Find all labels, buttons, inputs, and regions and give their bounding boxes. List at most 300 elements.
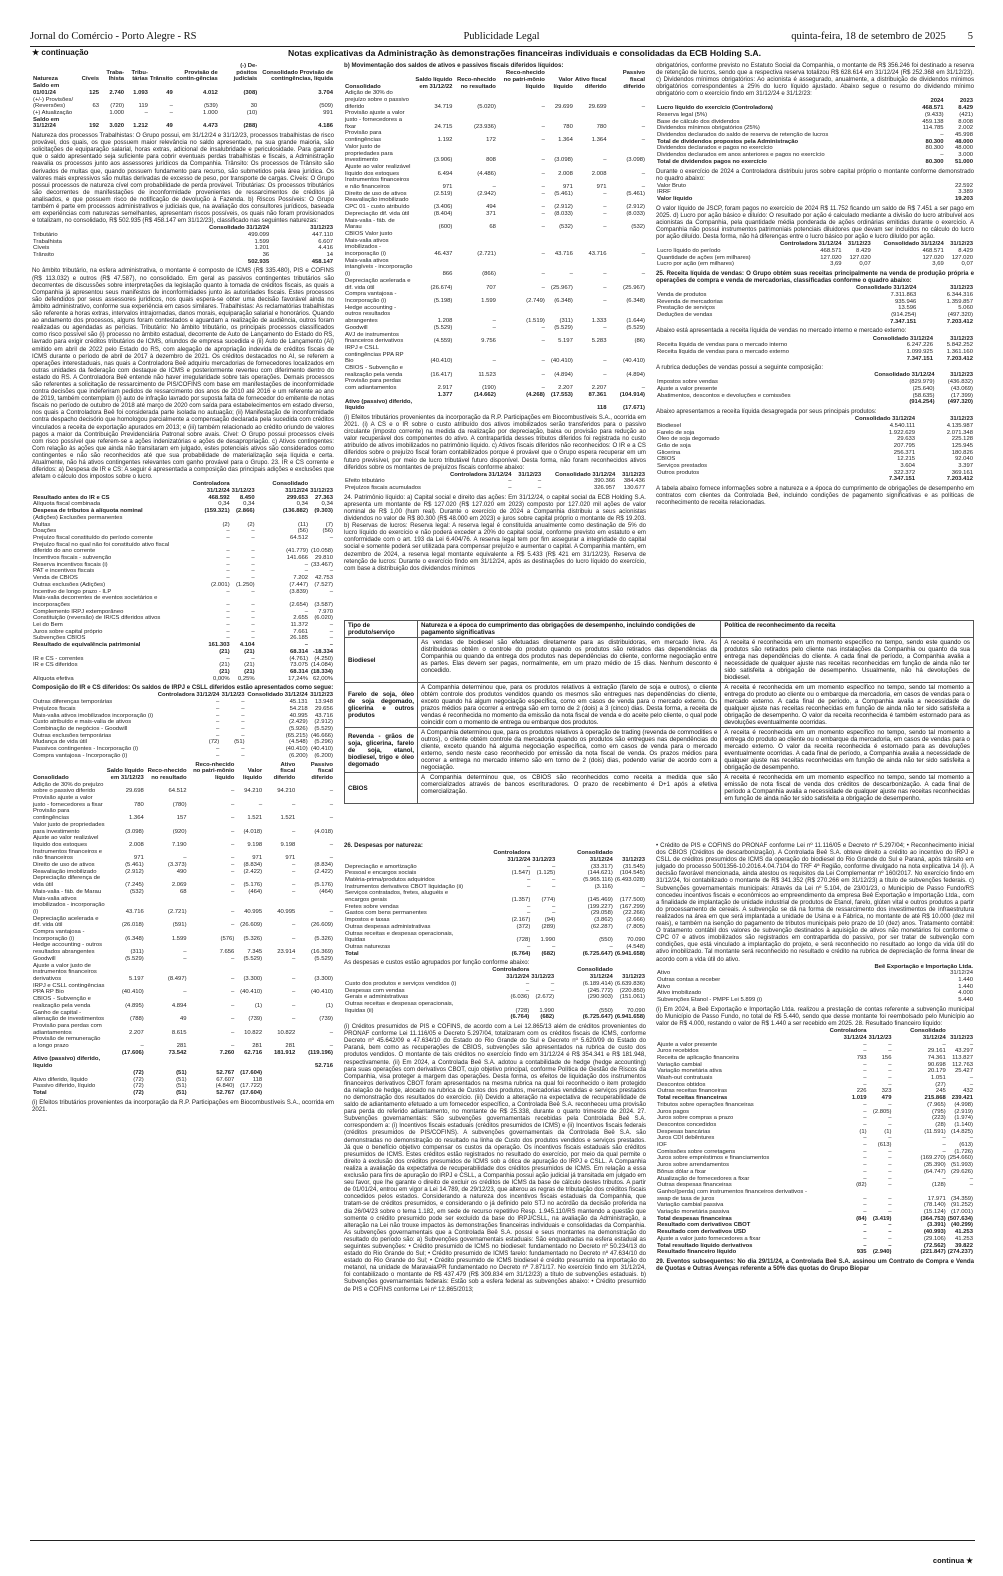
table-cell: (78.140) xyxy=(923,1202,946,1209)
col2-title: b) Movimentação dos saldos de ativos e passivos fiscais diferidos líquidos: xyxy=(344,62,564,69)
row-label: Efeito tributário xyxy=(345,478,385,485)
table-row xyxy=(344,877,646,884)
table-cell: (550) xyxy=(599,1007,613,1014)
continuation-label: ★ continuação xyxy=(32,48,89,57)
column-header: Consolidado 31/12/24 xyxy=(555,471,616,478)
table-cell: – xyxy=(231,1043,235,1050)
row-label: Outras despesas administrativas xyxy=(345,923,431,930)
table-cell: (169.270) xyxy=(920,1155,946,1162)
table-cell: (128) xyxy=(932,1182,946,1189)
table-cell: – xyxy=(527,863,531,870)
table-row xyxy=(32,110,334,117)
table-row xyxy=(32,1070,334,1077)
table-cell: – xyxy=(863,1075,867,1082)
column-header: Consolidado 31/12/24 xyxy=(577,850,613,863)
deferred-tax-table xyxy=(32,692,334,759)
table-cell: (58.635) xyxy=(912,392,935,399)
table-row xyxy=(656,1209,974,1216)
table-cell: 119 xyxy=(138,103,148,110)
table-row xyxy=(656,1236,974,1243)
table-cell: (33.317) xyxy=(590,863,613,870)
table-cell: – xyxy=(969,1081,973,1088)
table-cell: (3.391) xyxy=(927,1222,946,1229)
expenses-by-nature-table xyxy=(344,850,646,957)
column-header: 31/12/23 xyxy=(221,692,245,699)
table-cell: – xyxy=(888,1068,892,1075)
table-row xyxy=(656,248,974,255)
row-label: Outras receitas e despesas operacionais, líquidas xyxy=(345,930,454,944)
table-cell: (33.467) xyxy=(311,561,333,568)
table-cell: – xyxy=(603,284,607,291)
table-cell: – xyxy=(863,1195,867,1202)
table-cell xyxy=(414,231,454,238)
table-cell xyxy=(414,197,454,204)
product-type: CBIOS xyxy=(345,773,418,804)
column-header xyxy=(344,967,470,980)
table-cell: 793 xyxy=(856,1054,867,1061)
table-cell: – xyxy=(329,588,333,595)
table-cell: – xyxy=(551,876,556,883)
table-cell xyxy=(546,399,574,412)
performance-obligation: A Companhia determinou que, os CBIOS são reconhecidos como receita a medida que são comercializados através de bancos escrituradores. O prazo de recebimento é D+1 após a efetiva comercialização. xyxy=(418,773,721,804)
recognition-policy: A receita é reconhecida em um momento específico no tempo, sendo tal momento a entrega do produto ao cliente ou o embarque da mercadoria, em casos de vendas para o mercado externo. O valor da receita reconhecida é estornado para as devoluções eventualmente ocorridas. A cada final de período, a Companhia avalia a necessidade de qualquer ajuste nas receitas reconhecidas em função de ainda não ter sido satisfeita a obrigação de desempenho. xyxy=(721,728,974,773)
recognition-policy: A receita é reconhecida em um momento específico no tempo, sendo este quando os produtos são retirados pelo cliente nas instalações da Companhia ou quanto da sua entrega nas dependências do cliente. A cada final de período, a Companhia avalia a necessidade de qualquer ajuste nas receitas reconhecidas em função de ainda não ter sido satisfeita a obrigação de desempenho. Usualmente, não há devoluções de biodiesel. xyxy=(721,638,974,683)
table-row xyxy=(656,456,974,463)
table-cell: 52.767 xyxy=(216,1089,235,1096)
table-cell: (364.753) xyxy=(920,1215,946,1222)
municipal-grant-table xyxy=(656,964,974,1004)
row-label: Matéria-prima/produtos adquiridos xyxy=(345,876,435,883)
table-cell: – xyxy=(226,615,230,622)
table-cell: (613) xyxy=(959,1142,973,1149)
table-cell: – xyxy=(863,1202,867,1209)
table-cell: 29.699 xyxy=(588,103,607,110)
table-cell: 502.935 xyxy=(247,258,270,265)
table-cell: 8.429 xyxy=(958,105,973,112)
table-cell: (62.287) xyxy=(590,923,613,930)
table-cell: 10.822 xyxy=(277,1029,296,1036)
table-cell: (1.250) xyxy=(235,581,255,588)
column-header: Política de reconhecimento da receita xyxy=(721,621,974,638)
row-label: Wash-out contratuais xyxy=(657,1075,713,1082)
table-cell: – xyxy=(863,1108,867,1115)
row-label: Multas xyxy=(33,521,51,528)
table-cell: 8.615 xyxy=(171,1029,187,1036)
data-table xyxy=(656,241,974,268)
table-cell: – xyxy=(183,955,187,962)
table-cell: 62,00% xyxy=(313,675,333,682)
table-cell: – xyxy=(226,608,230,615)
table-cell: (7.965) xyxy=(927,1101,946,1108)
row-label: Provisão para contingências xyxy=(345,130,382,144)
expenses-by-function-table xyxy=(344,967,646,1021)
table-cell: 1.192 xyxy=(437,137,453,144)
table-cell: (2) xyxy=(222,521,230,528)
table-cell: (23.936) xyxy=(473,123,496,130)
row-label xyxy=(344,392,414,399)
column-header: 31/12/23 xyxy=(868,1034,892,1041)
column-header: 31/12/23 xyxy=(518,471,542,478)
table-cell: (151.061) xyxy=(619,994,645,1001)
table-cell: – xyxy=(641,137,645,144)
column-2-top xyxy=(344,62,646,618)
row-label: CPC 01 - custo atribuído xyxy=(345,204,410,211)
table-cell: 4.186 xyxy=(318,123,333,130)
row-label: Ativo xyxy=(657,970,671,977)
table-cell: 971 xyxy=(563,184,573,191)
row-label: Alíquota efetiva xyxy=(33,675,74,682)
row-label: Valor Bruto xyxy=(657,182,687,189)
data-table xyxy=(344,70,646,412)
table-cell: (532) xyxy=(559,224,573,231)
table-cell: 4.540.111 xyxy=(889,422,916,429)
row-label: Provisão ajuste a valor justo - fornecedores a fixar xyxy=(345,110,405,130)
table-cell: 1.093 xyxy=(133,89,148,96)
row-label: Reserva incentivos fiscais (i) xyxy=(33,561,108,568)
table-cell: – xyxy=(863,1135,867,1142)
table-cell: – xyxy=(551,903,556,910)
table-row xyxy=(32,252,334,259)
row-label: Total de dividendos propostos pela Administração xyxy=(657,138,799,145)
table-cell: 4.473 xyxy=(203,123,218,130)
table-cell: (4.548) xyxy=(289,739,308,746)
table-cell: (11.591) xyxy=(924,1128,946,1135)
table-row xyxy=(32,889,334,896)
table-cell: – xyxy=(541,324,545,331)
row-label: Abatimentos, descontos e devoluções e comissões xyxy=(657,392,791,399)
unrecognized-tax-table xyxy=(344,472,646,492)
column-header: Natureza e a época do cumprimento das obrigações de desempenho, incluindo condições de pagamento significativas xyxy=(418,621,721,638)
row-label: Venda de produtos xyxy=(657,291,707,298)
table-cell: (21) xyxy=(244,648,255,655)
table-row xyxy=(32,726,334,733)
table-cell: – xyxy=(304,561,309,568)
table-cell: 112.763 xyxy=(952,1061,973,1068)
table-cell: (2) xyxy=(247,521,255,528)
table-cell: – xyxy=(226,655,230,662)
table-cell: 30 xyxy=(250,103,258,110)
table-cell: (144.621) xyxy=(587,870,613,877)
row-label: Provisão de remuneração a longo prazo xyxy=(33,1036,101,1050)
table-cell: 3.704 xyxy=(318,89,333,96)
table-cell: (576) xyxy=(220,935,235,942)
col3-text-5: Abaixo está apresentada a receita líquida de vendas no mercado interno e mercado externo: xyxy=(656,327,907,335)
table-row xyxy=(32,232,334,239)
table-cell: 13.948 xyxy=(314,699,333,706)
row-label: Custo dos produtos e serviços vendidos (i) xyxy=(345,980,457,987)
row-label: Ativo (passivo) diferido, líquido xyxy=(345,398,413,412)
table-row xyxy=(656,1202,974,1209)
table-cell: 8.429 xyxy=(856,247,871,254)
table-cell: (26.018) xyxy=(121,922,144,929)
row-label: AVJ de instrumentos financeiros derivativos xyxy=(345,331,404,345)
table-cell: 80.300 xyxy=(925,145,944,152)
row-label: Provisão para perdas com adiantamentos xyxy=(33,1022,102,1036)
column-header: 2024 xyxy=(930,98,944,105)
row-label: Combinação de negócios - Goodwill xyxy=(33,725,128,732)
table-cell: – xyxy=(231,888,235,895)
table-cell: 1.212 xyxy=(133,123,148,130)
table-cell: 70.090 xyxy=(626,937,645,944)
data-table xyxy=(656,964,974,1004)
table-row xyxy=(656,112,974,119)
row-label: Incentivos fiscais - subvenção xyxy=(33,555,112,562)
table-cell: 4.894 xyxy=(171,1002,187,1009)
table-row xyxy=(32,575,334,582)
table-cell: – xyxy=(329,642,333,649)
table-cell: (254.660) xyxy=(947,1155,973,1162)
table-cell: (4.018) xyxy=(243,828,263,835)
table-cell: 6.607 xyxy=(318,238,333,245)
table-cell: (311) xyxy=(130,949,144,956)
table-cell: 2.917 xyxy=(437,385,453,392)
table-cell: – xyxy=(291,922,296,929)
table-cell: 239.421 xyxy=(951,1095,973,1102)
table-cell: – xyxy=(527,910,531,917)
table-cell: 971 xyxy=(133,855,144,862)
table-cell: (5.176) xyxy=(243,882,263,889)
table-cell: – xyxy=(551,883,556,890)
table-cell: – xyxy=(231,908,235,915)
data-table xyxy=(344,850,646,957)
table-cell xyxy=(263,1083,296,1090)
table-row xyxy=(32,542,334,555)
table-cell: (774) xyxy=(541,897,556,904)
table-cell: 14 xyxy=(326,252,333,259)
table-row xyxy=(32,662,334,669)
table-cell: – xyxy=(942,1175,946,1182)
column-header: Controladora 31/12/24 xyxy=(493,850,531,863)
table-row xyxy=(656,1122,974,1129)
row-label: Outras contas a receber xyxy=(657,977,721,983)
table-cell: 3.020 xyxy=(109,123,125,130)
row-label: Prestação de serviços xyxy=(657,305,715,312)
table-cell: (245.772) xyxy=(587,987,613,994)
table-cell: (17.671) xyxy=(623,405,645,412)
table-cell: 74.361 xyxy=(927,1054,946,1061)
row-label: Outros produtos xyxy=(657,469,700,476)
table-cell: (31.545) xyxy=(623,863,645,870)
table-cell: – xyxy=(969,1182,973,1189)
table-cell: – xyxy=(508,485,512,492)
row-label: Valor justo de propriedades para investimento xyxy=(33,821,105,835)
table-cell: 70.090 xyxy=(626,1007,645,1014)
table-cell: 1.440 xyxy=(958,977,973,983)
table-cell: – xyxy=(888,1061,892,1068)
table-row xyxy=(656,990,974,997)
table-cell: (21) xyxy=(219,662,230,669)
table-cell: – xyxy=(183,855,187,862)
table-cell: (119.196) xyxy=(308,1049,333,1056)
table-cell: 80.300 xyxy=(925,138,944,145)
table-cell: – xyxy=(888,1242,892,1249)
table-cell: – xyxy=(603,271,607,278)
table-cell: (5.461) xyxy=(626,190,645,197)
table-row xyxy=(32,562,334,569)
table-row xyxy=(344,951,646,958)
table-cell: 51.000 xyxy=(954,158,973,165)
table-cell: (829.979) xyxy=(909,379,935,386)
table-cell: (3.906) xyxy=(433,157,453,164)
table-cell: (9.303) xyxy=(314,508,333,515)
table-row xyxy=(656,196,974,203)
table-row xyxy=(344,910,646,917)
table-cell: 39.822 xyxy=(954,1242,973,1249)
table-cell: 7.347.151 xyxy=(906,355,933,362)
table-cell: (914.254) xyxy=(891,312,917,319)
table-cell: 49 xyxy=(166,89,173,96)
table-cell: (1) xyxy=(884,1128,892,1135)
table-cell: 11.372 xyxy=(290,622,309,629)
row-label: Impostos sobre vendas xyxy=(657,379,718,386)
table-cell: (40.410) xyxy=(311,746,333,753)
table-cell: 479 xyxy=(881,1095,892,1102)
row-label: Constituição (reversão) de IR/CS diferidos ativos xyxy=(33,615,161,622)
row-label: Atualização de fornecedores a fixar xyxy=(657,1175,750,1182)
table-row xyxy=(656,1048,974,1055)
table-cell: (6.348) xyxy=(554,298,573,304)
revenue-market-table xyxy=(656,336,974,363)
table-cell: – xyxy=(863,1155,867,1162)
table-cell: 9.756 xyxy=(481,338,496,345)
table-cell: 29.699 xyxy=(554,103,573,110)
table-cell: – xyxy=(329,815,333,822)
table-cell: – xyxy=(183,989,187,996)
column-header xyxy=(656,964,820,971)
column-header: 31/12/23 xyxy=(950,285,973,292)
table-row xyxy=(656,1149,974,1156)
table-cell: (22.266) xyxy=(623,910,645,917)
table-cell: 2.207 xyxy=(129,1029,144,1036)
row-label xyxy=(656,319,792,326)
table-cell: (14.662) xyxy=(473,391,496,398)
table-cell: – xyxy=(329,635,333,642)
row-label: Depreciação diferença de vida útil xyxy=(33,875,101,889)
table-cell: 2.740 xyxy=(109,89,125,96)
row-label: Passivos contingentes - Incorporação (i) xyxy=(33,746,139,753)
column-header: Consolidado 31/12/24 xyxy=(883,241,944,248)
table-cell: 29.161 xyxy=(927,1048,946,1055)
table-cell: 780 xyxy=(596,123,607,130)
table-cell: – xyxy=(231,828,235,835)
row-label: Total de dividendos pagos no exercício xyxy=(657,158,767,165)
row-label: Juros pagos xyxy=(657,1108,690,1115)
table-header-row xyxy=(344,472,646,479)
table-cell: – xyxy=(863,1222,867,1229)
row-label: Hedge accounting - outros resultados abrangentes xyxy=(33,942,103,956)
table-cell: 125 xyxy=(89,89,100,96)
table-cell: – xyxy=(888,1048,892,1055)
table-cell: (26.609) xyxy=(311,922,333,929)
table-cell: – xyxy=(541,271,545,278)
row-label: Provisão ajuste a valor justo - fornecedores a fixar xyxy=(33,795,103,808)
row-label: Compra vantajosa - Incorporação (i) xyxy=(345,291,397,304)
table-cell: 29.810 xyxy=(314,555,333,562)
table-cell: – xyxy=(291,868,296,875)
table-cell: (739) xyxy=(319,1016,333,1023)
table-cell: (56) xyxy=(297,528,309,535)
table-header-row xyxy=(656,98,974,105)
table-row xyxy=(32,862,334,869)
table-cell: 156 xyxy=(881,1054,892,1061)
row-label: (+/-) Provisões/ (Reversões) xyxy=(33,96,74,110)
table-row xyxy=(656,997,974,1004)
table-cell: 3.397 xyxy=(958,463,973,470)
table-cell: 68 xyxy=(180,888,187,895)
table-row xyxy=(32,245,334,252)
table-cell: – xyxy=(231,841,235,848)
table-cell xyxy=(296,1070,334,1077)
table-cell: – xyxy=(144,109,148,116)
table-cell: – xyxy=(329,788,333,795)
table-cell: – xyxy=(226,635,230,642)
table-cell: – xyxy=(888,1135,892,1142)
table-cell: 192 xyxy=(89,123,100,130)
col1-text-3: Composição do IR e CS diferidos: Os saldos de IRPJ e CSLL diferidos estão apresentados como segue: xyxy=(32,684,334,692)
row-label: Prejuízo fiscal no qual não foi constituído ativo fiscal diferido do ano corrente xyxy=(33,541,170,555)
data-table xyxy=(656,1028,974,1256)
column-header: Beê Exportação e Importação Ltda. xyxy=(874,963,973,970)
table-cell: 29.633 xyxy=(897,436,916,443)
table-row xyxy=(344,392,646,399)
row-label: Reserva legal (5%) xyxy=(657,111,708,118)
column-header: Trânsito xyxy=(149,76,173,83)
table-cell: – xyxy=(888,1041,892,1048)
row-label: Trabalhista xyxy=(33,238,62,245)
table-cell: – xyxy=(251,548,255,555)
column-header: 31/12/23 xyxy=(950,372,973,379)
table-cell: (6.189.414) xyxy=(582,980,613,987)
column-header: 2023 xyxy=(959,98,973,105)
row-label: Reavaliação imobilizado xyxy=(33,868,97,875)
table-row xyxy=(656,1109,974,1116)
table-cell: (5.529) xyxy=(433,324,453,331)
row-label: Doações xyxy=(33,528,57,535)
table-cell: – xyxy=(641,170,645,177)
table-cell: – xyxy=(226,588,230,595)
column-header xyxy=(32,225,111,232)
table-row xyxy=(344,1014,646,1021)
table-cell: (2.919) xyxy=(954,1108,973,1115)
table-cell: – xyxy=(329,801,333,808)
column-header: 31/12/23 xyxy=(532,856,556,863)
table-row xyxy=(32,713,334,720)
table-cell: 1.377 xyxy=(437,391,453,398)
table-row xyxy=(656,970,974,977)
table-cell: – xyxy=(304,608,309,615)
table-cell: (104.914) xyxy=(619,391,645,398)
table-cell: (5.296) xyxy=(314,739,333,746)
table-cell: 1.359.857 xyxy=(946,298,973,305)
table-cell: (72) xyxy=(133,1089,144,1096)
table-cell: 371 xyxy=(486,210,496,217)
row-label: Glicerina xyxy=(657,449,681,456)
table-cell: (728) xyxy=(515,1007,530,1014)
column-header: Reco-nhecido no resultado xyxy=(147,768,187,781)
table-cell: – xyxy=(888,1155,892,1162)
table-cell: – xyxy=(863,1229,867,1236)
table-cell: (8.834) xyxy=(314,862,333,869)
table-cell: 36 xyxy=(262,252,270,259)
col1-text-2: No âmbito tributário, na esfera administrativa, o montante é composto de ICMS (R$ 335.480), PIS e COFINS (R$ 113.032) e outros (R$ 47.587), no consolidado. Em geral as passivos contingentes tributários são decorrentes de discussões sobre interpretações da legislação quanto à tomada de créditos fiscais, as quais a Companhia já apresentou seus manifestos de inconformidades junto às autoridades fiscais. Estes processos são defendidos por seus assessores jurídicos, nos quais espera-se obter uma decisão favorável ainda no âmbito administrativo, conforme sua experiência em casos similares. Trabalhistas: As reclamatórias trabalhistas são referente a horas extras, intervalos intrajornadas, danos morais, equiparação salarial e honorários. Quando ao andamento dos processos, alguns foram contestados e aguardam a realização de audiência, outros foram realizadas ou agendadas as perícias. Tributário: No âmbito tributário, os principais processos classificados como risco possível são (i) processo no âmbito estadual, decorrente de Auto de Lançamento do Estado do RS, lavrado para exigir créditos tributários de ICMS, oriundos de empresa sucedida e (ii) Auto de Lançamento (AI) emitido em abril de 2022 pelo Estado do RS, com alegação de apropriação indevida de créditos fiscais de ICMS durante o período de abril de 2017 à dezembro de 2021. Os créditos destacados no AI, se referem a operações interestaduais, nas quais a Controladora Beê adquiriu mercadorias de fornecedores localizados em outras unidades da federação com destaque de ICMS e posteriormente reverteu com diferimento dentro do estado do RS. A Controladora Beê entende não haver irregularidade sobre tais operações. Demais processos são referentes a solicitação de ressarcimento de PIS/COFINS com base em manifestações de inconformidade contra decisões que indeferiram pedidos de ressarcimento dos anos de 2010 até 2016 e um referente ao ano de 2019, também contemplam (i) auto de infração lavrado por suposta falta de fornecedor do emitente de notas fiscais no período de outubro de 2018 até março de 2020 com saída para estabelecimentos em estado diverso, nos quais a Controladora Beê foi considerada parte isolada no autuação; (ii) Manifestação de inconformidade contra despacho decisório que homologou parcialmente a compensação declarada pela sucedida com créditos vinculados a receita de exportação apurados em 2013; e (iii) também relacionado ao crédito oriundo de valores pagos a maior da Contribuição Previdenciária Patronal sobre avais. Cível: O Grupo possui processos cíveis com risco possível que referem-se a ações indenizatórias e ações de desapropriação. c) Ativos contingentes: Com relação às ações que ainda não transitaram em julgado, estes potenciais ativos são considerados como contingentes e não são reconhecidos até que sua probabilidade de materialização seja líquida e certa. Atualmente, não há ativos contingentes relevantes com ganho provável para o Grupo. 23. IR e CS corrente e diferidos: a) Despesa de IR e CS: A seguir é apresentada a composição das principais adições e exclusões que afetam o cálculo dos impostos sobre o lucro. xyxy=(32,267,334,481)
table-cell: – xyxy=(291,862,296,869)
table-cell: (220.850) xyxy=(619,987,645,994)
table-row xyxy=(656,1229,974,1236)
table-row xyxy=(656,1243,974,1250)
row-label: (+) Atualização xyxy=(33,109,73,116)
table-row xyxy=(656,423,974,430)
table-cell: (2.666) xyxy=(626,917,645,924)
